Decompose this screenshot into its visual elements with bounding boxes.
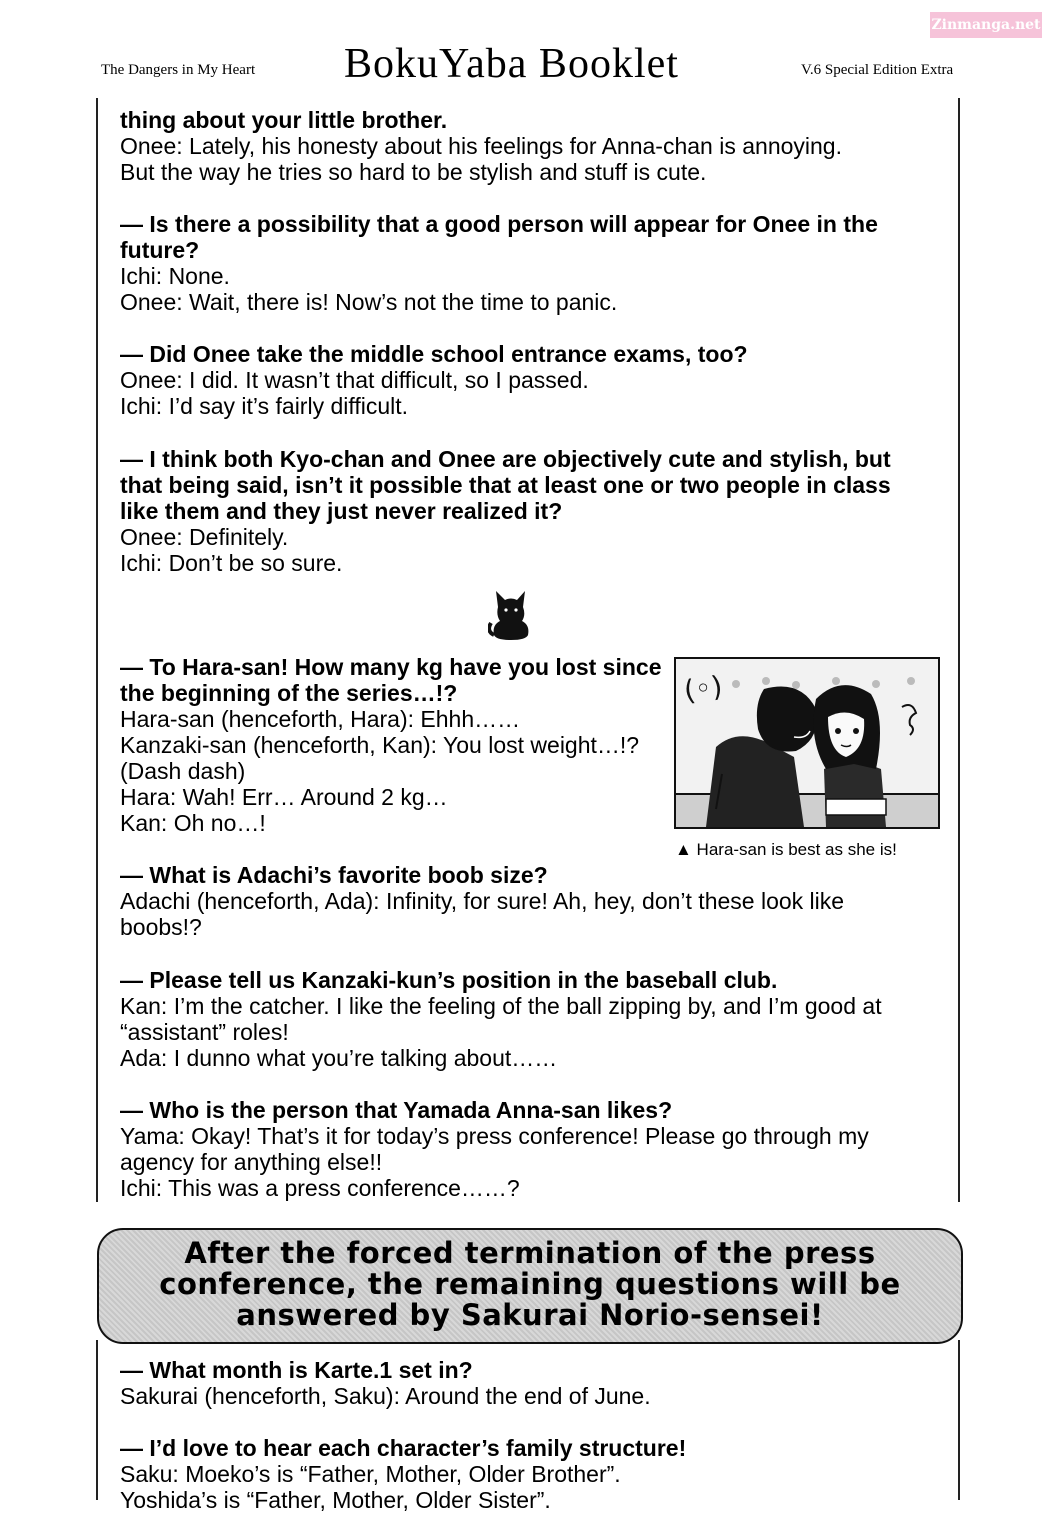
- svg-text:(◦): (◦): [681, 669, 725, 708]
- manga-panel-image: [674, 657, 940, 829]
- question: — What is Adachi’s favorite boob size?: [120, 862, 548, 888]
- answer-line: Ichi: None.: [120, 263, 230, 289]
- header-edition: V.6 Special Edition Extra: [801, 62, 954, 78]
- question: — I think both Kyo-chan and Onee are objectively cute and stylish, but that being said, isn’t it possible that at least one or two people in class like them and they just never realized it?: [120, 446, 891, 524]
- section-banner: [97, 1228, 963, 1344]
- answer-line: Yama: Okay! That’s it for today’s press conference! Please go through my agency for anything else!!: [120, 1123, 869, 1175]
- qa-block: [120, 1097, 950, 1201]
- answer-line: Hara-san (henceforth, Hara): Ehhh……: [120, 706, 521, 732]
- answer-line: Hara: Wah! Err… Around 2 kg…: [120, 784, 448, 810]
- right-border-lower: [958, 1340, 960, 1500]
- question: — Please tell us Kanzaki-kun’s position in the baseball club.: [120, 967, 778, 993]
- banner-line: answered by Sakurai Norio-sensei!: [236, 1298, 824, 1332]
- question: thing about your little brother.: [120, 107, 448, 133]
- qa-block: [120, 862, 950, 940]
- question: — I’d love to hear each character’s family structure!: [120, 1435, 687, 1461]
- qa-block: [120, 654, 665, 836]
- answer-line: Kan: I’m the catcher. I like the feeling of the ball zipping by, and I’m good at “assistant” roles!: [120, 993, 882, 1045]
- answer-line: Onee: Definitely.: [120, 524, 289, 550]
- qa-block: [120, 1357, 950, 1409]
- qa-block: [120, 446, 920, 576]
- left-border: [96, 98, 98, 1202]
- answer-line: Onee: I did. It wasn’t that difficult, so I passed.: [120, 367, 589, 393]
- page-title: BokuYaba Booklet: [344, 41, 679, 87]
- qa-block: [120, 967, 950, 1071]
- qa-block: [120, 1435, 950, 1513]
- answer-line: Saku: Moeko’s is “Father, Mother, Older Brother”.: [120, 1461, 621, 1487]
- answer-line: Adachi (henceforth, Ada): Infinity, for sure! Ah, hey, don’t these look like boobs!?: [120, 888, 845, 940]
- answer-line: Sakurai (henceforth, Saku): Around the end of June.: [120, 1383, 651, 1409]
- answer-line: Ichi: I’d say it’s fairly difficult.: [120, 393, 409, 419]
- left-border-lower: [96, 1340, 98, 1500]
- answer-line: Onee: Wait, there is! Now’s not the time to panic.: [120, 289, 618, 315]
- cat-divider-icon: [488, 585, 534, 641]
- answer-line: Ada: I dunno what you’re talking about……: [120, 1045, 558, 1071]
- image-caption: ▲ Hara-san is best as she is!: [675, 840, 897, 859]
- question: — Did Onee take the middle school entrance exams, too?: [120, 341, 748, 367]
- right-border: [958, 98, 960, 1202]
- answer-line: Yoshida’s is “Father, Mother, Older Sister”.: [120, 1487, 551, 1513]
- question: — Who is the person that Yamada Anna-san likes?: [120, 1097, 673, 1123]
- answer-line: Ichi: Don’t be so sure.: [120, 550, 343, 576]
- header-series-name: The Dangers in My Heart: [101, 62, 256, 78]
- question: — What month is Karte.1 set in?: [120, 1357, 473, 1383]
- question: — To Hara-san! How many kg have you lost since the beginning of the series…!?: [120, 654, 662, 706]
- answer-line: Onee: Lately, his honesty about his feelings for Anna-chan is annoying.: [120, 133, 842, 159]
- watermark: Zinmanga.net: [930, 12, 1042, 38]
- banner-line: conference, the remaining questions will be: [159, 1267, 901, 1301]
- qa-block: [120, 107, 950, 185]
- answer-line: Kanzaki-san (henceforth, Kan): You lost weight…!? (Dash dash): [120, 732, 640, 784]
- answer-line: But the way he tries so hard to be stylish and stuff is cute.: [120, 159, 707, 185]
- answer-line: Ichi: This was a press conference……?: [120, 1175, 520, 1201]
- qa-block: [120, 211, 950, 315]
- qa-block: [120, 341, 950, 419]
- answer-line: Kan: Oh no…!: [120, 810, 266, 836]
- question: — Is there a possibility that a good person will appear for Onee in the future?: [120, 211, 878, 263]
- banner-line: After the forced termination of the press: [184, 1236, 876, 1270]
